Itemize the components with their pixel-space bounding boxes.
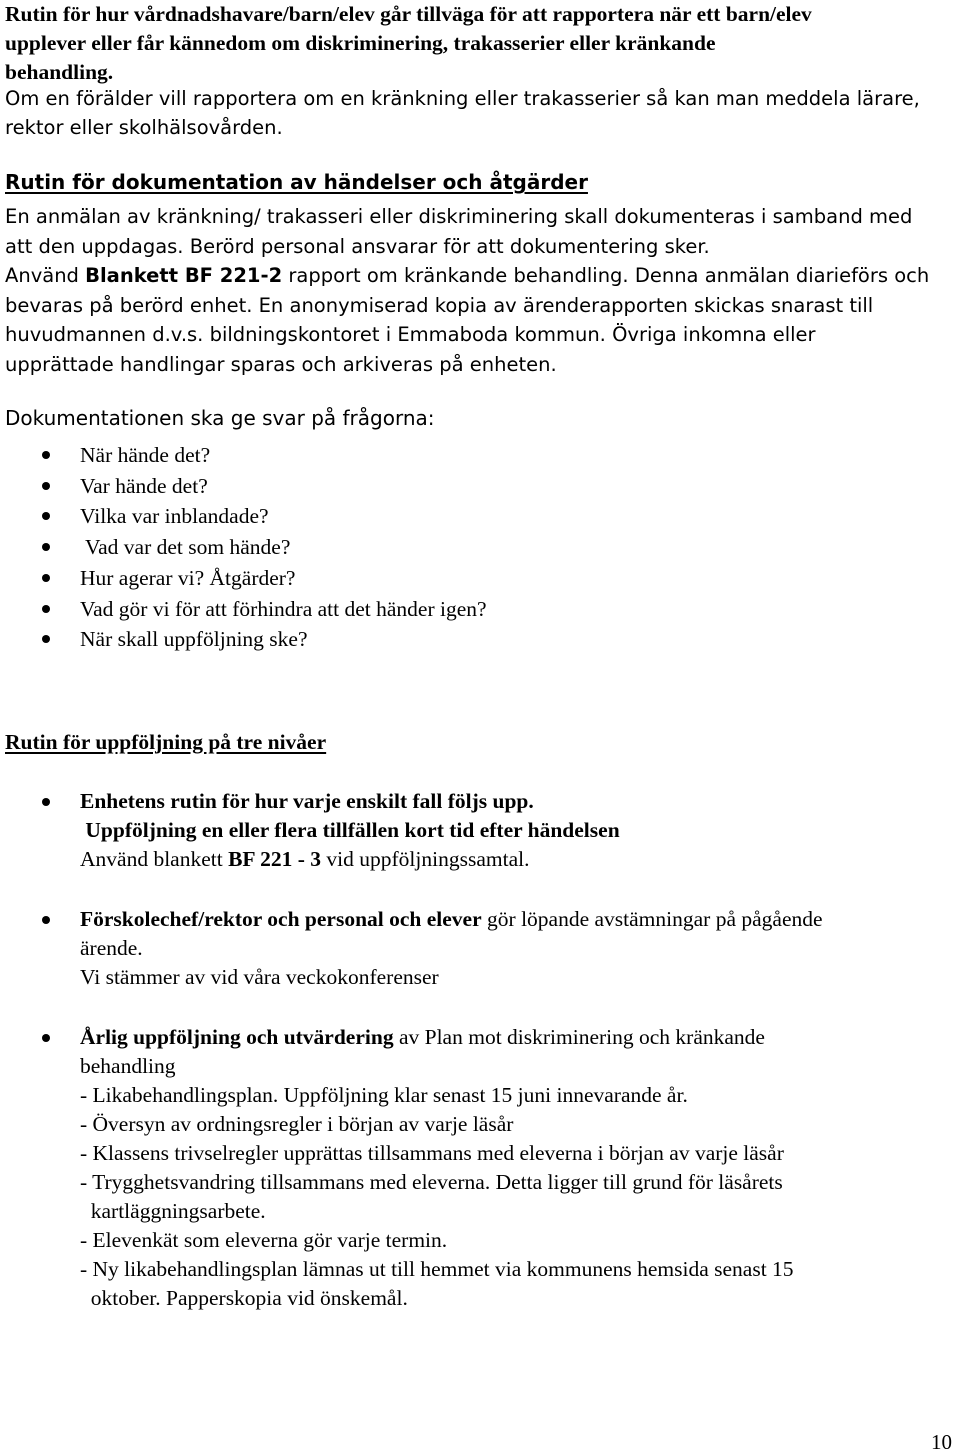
bullet-icon xyxy=(42,635,50,643)
intro-heading-line: upplever eller får kännedom om diskriminering, trakasserier eller kränkande xyxy=(5,31,716,55)
followup-item-annual xyxy=(5,1023,955,1313)
documentation-line: att den uppdagas. Berörd personal ansvarar för att dokumentering sker. xyxy=(5,234,710,258)
followup-text: vid uppföljningssamtal. xyxy=(321,847,530,871)
bullet-icon xyxy=(42,451,50,459)
list-item xyxy=(5,440,955,471)
list-item-text: När hände det? xyxy=(80,443,211,467)
followup-line: Uppföljning en eller flera tillfällen kort tid efter händelsen xyxy=(80,818,620,842)
followup-bold-text: Förskolechef/rektor och personal och elever xyxy=(80,907,482,931)
followup-subline: kartläggningsarbete. xyxy=(80,1199,266,1223)
followup-item-management xyxy=(5,905,955,992)
list-item-text: Var hände det? xyxy=(80,473,208,498)
intro-heading-line: behandling. xyxy=(5,60,114,84)
list-item-text: Vad var det som hände? xyxy=(80,535,291,560)
form-reference: BF 221 - 3 xyxy=(228,847,322,871)
documentation-line: upprättade handlingar sparas och arkiveras på enheten. xyxy=(5,352,557,376)
bullet-icon xyxy=(42,543,50,551)
list-item-text: Hur agerar vi? Åtgärder? xyxy=(80,565,296,590)
bullet-icon xyxy=(42,512,50,520)
list-item xyxy=(5,532,955,563)
page-number: 10 xyxy=(931,1430,952,1454)
questions-heading: Dokumentationen ska ge svar på frågorna: xyxy=(5,406,435,430)
followup-subline: - Likabehandlingsplan. Uppföljning klar senast 15 juni innevarande år. xyxy=(80,1083,688,1107)
followup-subline: - Översyn av ordningsregler i början av varje läsår xyxy=(80,1112,514,1136)
list-item xyxy=(5,594,955,625)
list-item xyxy=(5,563,955,594)
followup-line xyxy=(80,845,955,874)
followup-subline: - Elevenkät som eleverna gör varje termin. xyxy=(80,1228,448,1252)
list-item xyxy=(5,471,955,502)
followup-heading: Rutin för uppföljning på tre nivåer xyxy=(5,730,327,754)
followup-line: behandling xyxy=(80,1054,176,1078)
list-item-text: Vilka var inblandade? xyxy=(80,504,269,529)
followup-item-text xyxy=(5,905,955,992)
followup-text: Använd blankett xyxy=(80,847,229,871)
list-item xyxy=(5,501,955,532)
followup-line xyxy=(80,1023,955,1052)
documentation-text: rapport om kränkande behandling. Denna anmälan diarieförs och xyxy=(282,264,930,287)
followup-text: av Plan mot diskriminering och kränkande xyxy=(393,1025,765,1049)
followup-line: ärende. xyxy=(80,936,143,960)
documentation-line: En anmälan av kränkning/ trakasseri eller diskriminering skall dokumenteras i samband med xyxy=(5,205,913,228)
followup-text: gör löpande avstämningar på pågående xyxy=(481,907,823,931)
followup-subline: - Ny likabehandlingsplan lämnas ut till hemmet via kommunens hemsida senast 15 xyxy=(80,1257,794,1281)
intro-heading-line: Rutin för hur vårdnadshavare/barn/elev går tillväga för att rapportera när ett barn/elev xyxy=(5,2,812,26)
intro-body-line: Om en förälder vill rapportera om en kränkning eller trakasserier så kan man meddela lärare, xyxy=(5,87,920,110)
bullet-icon xyxy=(42,482,50,490)
followup-line xyxy=(80,905,955,934)
followup-item-text xyxy=(5,787,955,874)
list-item-text: Vad gör vi för att förhindra att det händer igen? xyxy=(80,596,487,621)
followup-line: Vi stämmer av vid våra veckokonferenser xyxy=(80,965,439,989)
documentation-line: huvudmannen d.v.s. bildningskontoret i Emmaboda kommun. Övriga inkomna eller xyxy=(5,323,816,346)
form-reference: Blankett BF 221-2 xyxy=(85,264,283,287)
followup-bold-text: Årlig uppföljning och utvärdering xyxy=(80,1025,394,1049)
followup-item-text xyxy=(5,1023,955,1313)
followup-item-unit xyxy=(5,787,955,874)
documentation-line: bevaras på berörd enhet. En anonymiserad kopia av ärenderapporten skickas snarast till xyxy=(5,293,874,317)
documentation-line xyxy=(5,261,955,291)
intro-body-line: rektor eller skolhälsovården. xyxy=(5,116,283,139)
list-item-text: När skall uppföljning ske? xyxy=(80,627,308,652)
documentation-heading: Rutin för dokumentation av händelser och åtgärder xyxy=(5,170,588,194)
bullet-icon xyxy=(42,798,50,806)
documentation-body xyxy=(5,202,955,379)
list-item xyxy=(5,624,955,655)
documentation-text: Använd xyxy=(5,264,86,287)
followup-subline: oktober. Papperskopia vid önskemål. xyxy=(80,1286,408,1310)
followup-subline: - Trygghetsvandring tillsammans med eleverna. Detta ligger till grund för läsårets xyxy=(80,1170,783,1194)
bullet-icon xyxy=(42,574,50,582)
intro-body xyxy=(5,84,955,142)
followup-line: Enhetens rutin för hur varje enskilt fall följs upp. xyxy=(80,789,534,813)
bullet-icon xyxy=(42,605,50,613)
followup-subline: - Klassens trivselregler upprättas tillsammans med eleverna i början av varje läsår xyxy=(80,1141,784,1165)
intro-heading xyxy=(5,0,955,87)
bullet-icon xyxy=(42,1034,50,1042)
bullet-icon xyxy=(42,916,50,924)
questions-list xyxy=(5,440,955,655)
